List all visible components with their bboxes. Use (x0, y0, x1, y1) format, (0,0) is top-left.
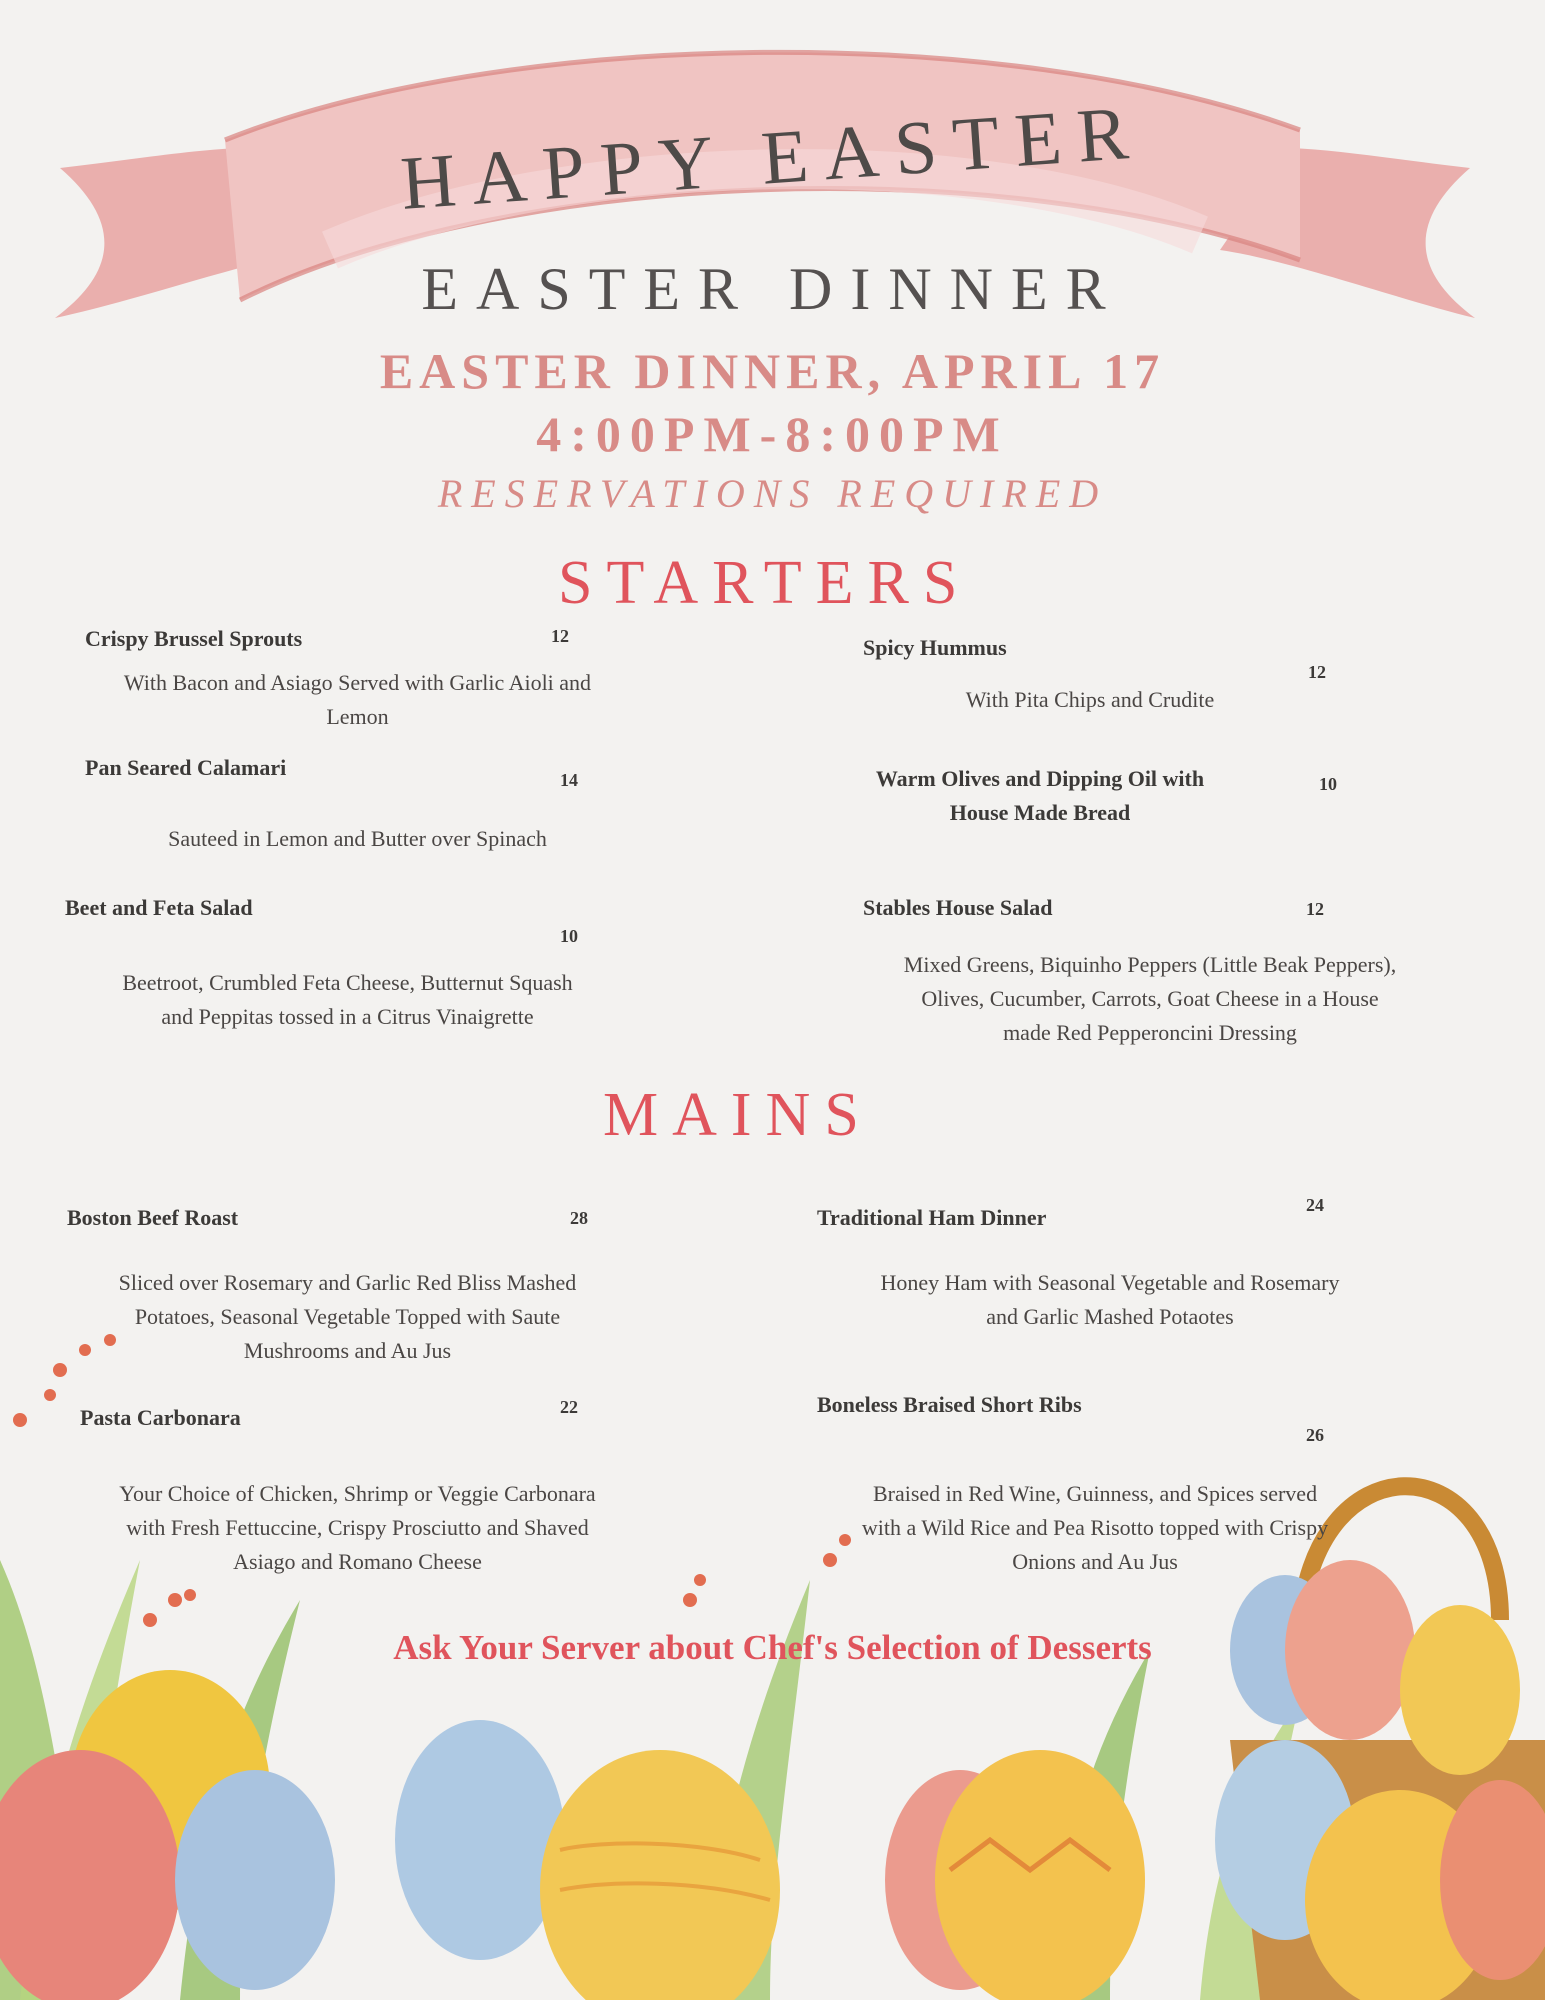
desc-line: Honey Ham with Seasonal Vegetable and Rosemary (880, 1270, 1340, 1295)
item-name: Boneless Braised Short Ribs (817, 1392, 1082, 1417)
item-name: Pasta Carbonara (80, 1405, 241, 1430)
desc-line: With Pita Chips and Crudite (965, 687, 1215, 712)
item-description (810, 1266, 1410, 1334)
desc-line: with Fresh Fettuccine, Crispy Prosciutto and Shaved (126, 1515, 589, 1540)
desc-line: with a Wild Rice and Pea Risotto topped with Crispy (861, 1515, 1329, 1540)
ribbon-happy-easter (0, 90, 1545, 226)
starters-heading: STARTERS (558, 549, 972, 617)
item-price: 14 (560, 770, 578, 790)
happy-easter-title: HAPPY EASTER (398, 90, 1147, 226)
easter-eggs-left (0, 1670, 780, 2000)
desc-line: Mixed Greens, Biquinho Peppers (Little Beak Peppers), (903, 952, 1397, 977)
item-name: Stables House Salad (863, 895, 1053, 920)
item-price: 22 (560, 1397, 578, 1417)
item-price: 12 (1306, 899, 1324, 919)
item-price: 12 (551, 626, 569, 646)
desc-line: Olives, Cucumber, Carrots, Goat Cheese in a House (921, 986, 1379, 1011)
time-line: 4:00PM-8:00PM (536, 406, 1009, 462)
item-price: 12 (1308, 662, 1326, 682)
desc-line: Sliced over Rosemary and Garlic Red Bliss Mashed (118, 1270, 577, 1295)
item-description (800, 1477, 1390, 1579)
item-name: Crispy Brussel Sprouts (85, 626, 303, 651)
item-price: 10 (1319, 774, 1337, 794)
desc-line: Beetroot, Crumbled Feta Cheese, Butternut Squash (122, 970, 573, 995)
desc-line: Lemon (326, 704, 389, 729)
desc-line: With Bacon and Asiago Served with Garlic Aioli and (123, 670, 592, 695)
item-description (850, 683, 1330, 717)
item-price: 24 (1306, 1195, 1324, 1215)
item-name: Spicy Hummus (863, 635, 1007, 660)
item-name: Boston Beef Roast (67, 1205, 239, 1230)
desc-line: made Red Pepperoncini Dressing (1003, 1020, 1297, 1045)
dessert-note: Ask Your Server about Chef's Selection of Desserts (393, 1628, 1152, 1667)
item-name: Beet and Feta Salad (65, 895, 253, 920)
item-price: 10 (560, 926, 578, 946)
desc-line: Potatoes, Seasonal Vegetable Topped with Saute (134, 1304, 561, 1329)
item-name: Traditional Ham Dinner (817, 1205, 1047, 1230)
item-description (60, 822, 655, 856)
item-price: 26 (1306, 1425, 1324, 1445)
item-description (50, 1266, 645, 1368)
desc-line: Asiago and Romano Cheese (233, 1549, 482, 1574)
name-line: Warm Olives and Dipping Oil with (875, 766, 1205, 791)
desc-line: Sauteed in Lemon and Butter over Spinach (168, 826, 547, 851)
item-description (840, 948, 1460, 1050)
mains-heading: MAINS (603, 1081, 873, 1149)
item-name: Pan Seared Calamari (85, 755, 287, 780)
date-line: EASTER DINNER, APRIL 17 (379, 343, 1166, 399)
desc-line: Braised in Red Wine, Guinness, and Spices served (872, 1481, 1318, 1506)
item-name (830, 762, 1250, 830)
desc-line: Onions and Au Jus (1012, 1549, 1178, 1574)
name-line: House Made Bread (949, 800, 1131, 825)
desc-line: and Garlic Mashed Potaotes (986, 1304, 1234, 1329)
item-description (60, 1477, 655, 1579)
easter-dinner-title: EASTER DINNER (421, 256, 1124, 322)
desc-line: and Peppitas tossed in a Citrus Vinaigrette (161, 1004, 534, 1029)
item-description (50, 966, 645, 1034)
reservations-note: RESERVATIONS REQUIRED (437, 471, 1108, 516)
item-price: 28 (570, 1208, 588, 1228)
desc-line: Mushrooms and Au Jus (243, 1338, 452, 1363)
item-description (60, 666, 655, 734)
desc-line: Your Choice of Chicken, Shrimp or Veggie Carbonara (119, 1481, 596, 1506)
